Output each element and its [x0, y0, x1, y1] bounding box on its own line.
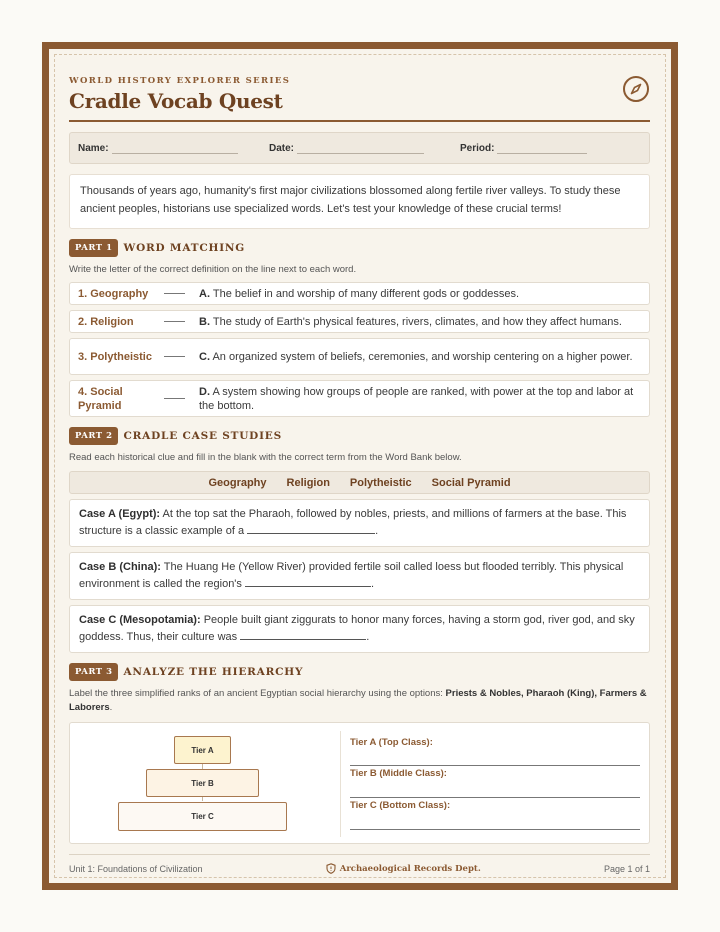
tier-c-answer-label: Tier C (Bottom Class):: [350, 800, 451, 811]
answer-blank[interactable]: [164, 321, 185, 322]
definition-letter: B.: [199, 315, 210, 328]
word-bank-item: Religion: [286, 476, 330, 489]
worksheet: [49, 49, 671, 883]
answer-blank[interactable]: [164, 293, 185, 294]
series-label: WORLD HISTORY EXPLORER SERIES: [69, 76, 291, 86]
worksheet-title: Cradle Vocab Quest: [69, 89, 283, 113]
match-definition: [199, 385, 641, 413]
case-label: Case B (China):: [79, 561, 161, 573]
worksheet-footer: [69, 854, 650, 874]
panel-divider: [340, 731, 341, 837]
part1-title: WORD MATCHING: [123, 242, 246, 254]
match-term: 1. Geography: [78, 287, 149, 300]
case-text-end: .: [366, 631, 370, 643]
match-row: [69, 380, 650, 417]
pyramid-tier-a: Tier A: [174, 736, 231, 764]
case-answer-blank[interactable]: [245, 576, 371, 587]
definition-letter: A.: [199, 287, 210, 300]
match-definition: [199, 350, 641, 364]
name-field[interactable]: [78, 143, 269, 154]
case-label: Case A (Egypt):: [79, 508, 161, 520]
part2-header: [69, 427, 650, 445]
match-row: [69, 310, 650, 333]
part2-instructions: Read each historical clue and fill in the blank with the correct term from the Word Bank below.: [69, 452, 462, 463]
answer-blank[interactable]: [164, 356, 185, 357]
match-definition: [199, 315, 641, 329]
intro-paragraph: Thousands of years ago, humanity's first major civilizations blossomed along fertile river valleys. To study these ancient peoples, historians use specialized words. Let's test your knowledge of these crucial terms!: [69, 174, 650, 229]
footer-dept-label: Archaeological Records Dept.: [339, 863, 481, 874]
case-answer-blank[interactable]: [240, 629, 366, 640]
page-frame: [42, 42, 678, 890]
case-text: People built giant ziggurats to honor many forces, having a storm god, river god, and sky goddess. Thus, their culture was: [79, 614, 635, 643]
definition-text: The study of Earth's physical features, rivers, climates, and how they affect humans.: [212, 315, 622, 328]
period-label: Period:: [460, 142, 495, 154]
pyramid-tier-c: Tier C: [118, 802, 287, 831]
part3-badge: PART 3: [69, 663, 118, 681]
word-bank: [69, 471, 650, 494]
answer-blank[interactable]: [164, 398, 185, 399]
case-answer-blank[interactable]: [247, 523, 375, 534]
footer-page: Page 1 of 1: [603, 863, 650, 874]
part1-header: [69, 239, 650, 257]
part1-instructions: Write the letter of the correct definition on the line next to each word.: [69, 264, 357, 275]
footer-unit: Unit 1: Foundations of Civilization: [69, 863, 203, 874]
worksheet-header: [69, 76, 650, 113]
part3-instructions-text: Label the three simplified ranks of an ancient Egyptian social hierarchy using the options:: [69, 688, 443, 699]
period-line[interactable]: [497, 144, 587, 154]
match-term: 3. Polytheistic: [78, 350, 152, 363]
part3-instructions-end: .: [109, 702, 113, 713]
name-line[interactable]: [112, 144, 238, 154]
definition-letter: D.: [199, 385, 210, 398]
hierarchy-panel: [69, 722, 650, 844]
case-study-card: [69, 552, 650, 600]
part3-title: ANALYZE THE HIERARCHY: [123, 666, 304, 678]
part3-instructions: [69, 687, 650, 715]
case-text: At the top sat the Pharaoh, followed by nobles, priests, and millions of farmers at the base. This structure is a classic example of a: [79, 508, 627, 537]
header-divider: [69, 120, 650, 122]
compass-icon: [622, 75, 650, 103]
definition-letter: C.: [199, 350, 210, 363]
case-text-end: .: [375, 525, 379, 537]
footer-dept: [326, 863, 481, 874]
word-bank-item: Geography: [208, 476, 267, 489]
date-line[interactable]: [297, 144, 424, 154]
part3-header: [69, 663, 650, 681]
student-info-bar: [69, 132, 650, 164]
word-bank-item: Social Pyramid: [431, 476, 511, 489]
match-row: [69, 338, 650, 375]
date-field[interactable]: [269, 143, 460, 154]
part3-options: Priests & Nobles, Pharaoh (King), Farmers & Laborers: [69, 688, 647, 713]
tier-a-answer-line[interactable]: [350, 765, 640, 766]
tier-b-answer-line[interactable]: [350, 797, 640, 798]
worksheet-content: [69, 76, 650, 844]
definition-text: A system showing how groups of people are ranked, with power at the top and labor at the bottom.: [199, 385, 634, 412]
part2-badge: PART 2: [69, 427, 118, 445]
definition-text: An organized system of beliefs, ceremonies, and worship centering on a higher power.: [212, 350, 633, 363]
tier-b-answer-label: Tier B (Middle Class):: [350, 768, 447, 779]
case-text-end: .: [370, 578, 375, 590]
match-term: 4. Social Pyramid: [78, 385, 123, 412]
pyramid-tier-b: Tier B: [146, 769, 259, 797]
definition-text: The belief in and worship of many different gods or goddesses.: [212, 287, 520, 300]
match-definition: [199, 287, 641, 301]
word-bank-item: Polytheistic: [349, 476, 412, 489]
date-label: Date:: [269, 142, 295, 154]
shield-icon: [326, 863, 336, 874]
part2-title: CRADLE CASE STUDIES: [123, 430, 282, 442]
tier-a-answer-label: Tier A (Top Class):: [350, 737, 433, 748]
period-field[interactable]: [460, 143, 587, 154]
match-row: [69, 282, 650, 305]
match-term: 2. Religion: [78, 315, 134, 328]
case-study-card: [69, 499, 650, 547]
tier-c-answer-line[interactable]: [350, 829, 640, 830]
case-study-card: [69, 605, 650, 653]
case-label: Case C (Mesopotamia):: [79, 614, 201, 626]
case-text: The Huang He (Yellow River) provided fertile soil called loess but flooded terribly. This physical environment is called the region's: [79, 561, 624, 590]
name-label: Name:: [78, 142, 109, 154]
part1-badge: PART 1: [69, 239, 118, 257]
